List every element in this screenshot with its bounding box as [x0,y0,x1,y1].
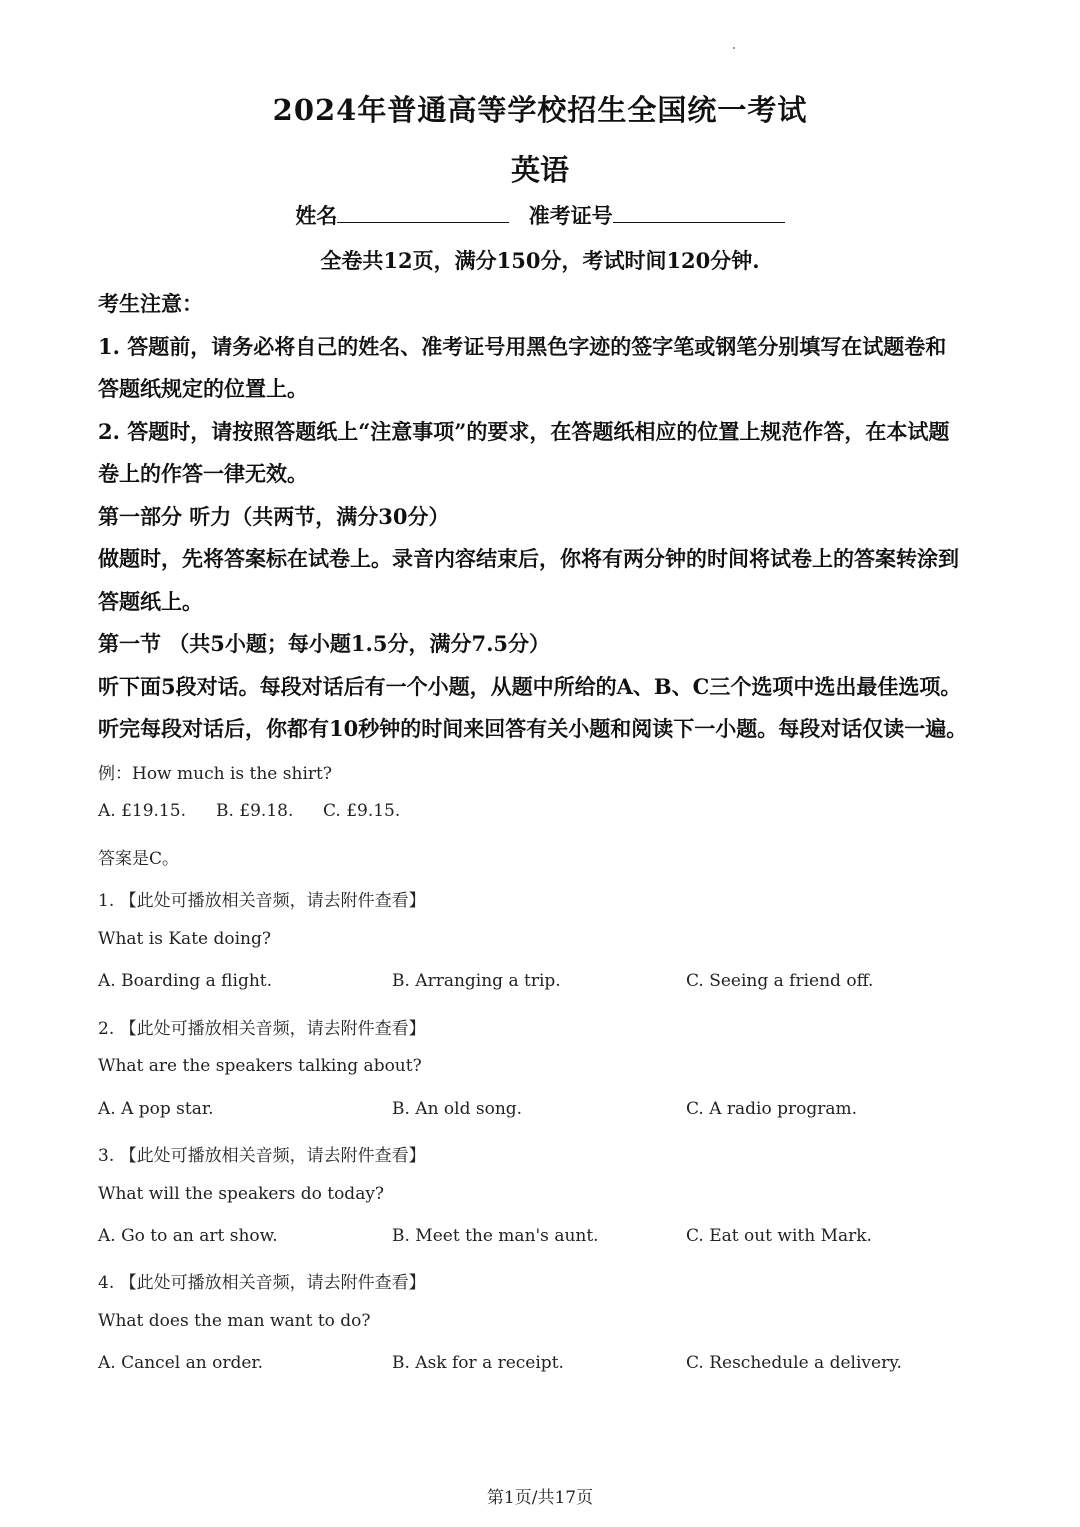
question-2-option-a: A. A pop star. [98,1099,214,1119]
id-blank [613,202,785,223]
section1-instruction-2: 听完每段对话后，你都有10秒钟的时间来回答有关小题和阅读下一小题。每段对话仅读一遍。 [98,716,968,741]
question-3-option-b: B. Meet the man's aunt. [392,1226,599,1246]
exam-title: 2024年普通高等学校招生全国统一考试 [272,93,808,127]
id-label: 准考证号 [528,203,613,228]
name-label: 姓名 [295,203,338,228]
notice-item-1a: 1. 答题前，请务必将自己的姓名、准考证号用黑色字迹的签字笔或钢笔分别填写在试题卷和 [98,334,947,359]
example-question: 例：How much is the shirt? [98,764,332,784]
part1-heading: 第一部分 听力（共两节，满分30分） [98,504,450,529]
question-3-number: 3. 【此处可播放相关音频，请去附件查看】 [98,1146,426,1166]
question-2-text: What are the speakers talking about? [98,1056,422,1076]
question-1-option-a: A. Boarding a flight. [98,971,273,991]
question-4-option-b: B. Ask for a receipt. [392,1353,564,1373]
question-2-option-c: C. A radio program. [686,1099,858,1119]
question-3-option-a: A. Go to an art show. [98,1226,278,1246]
question-1-text: What is Kate doing? [98,929,271,949]
notice-item-2a: 2. 答题时，请按照答题纸上“注意事项”的要求，在答题纸相应的位置上规范作答，在本试题 [98,419,950,444]
part1-instruction-2: 答题纸上。 [98,589,203,614]
exam-info: 全卷共12页，满分150分，考试时间120分钟. [320,248,760,273]
notice-heading: 考生注意： [98,291,203,316]
question-2-number: 2. 【此处可播放相关音频，请去附件查看】 [98,1019,426,1039]
question-4-text: What does the man want to do? [98,1311,371,1331]
question-3-option-c: C. Eat out with Mark. [686,1226,872,1246]
example-option-a: A. £19.15. [98,801,186,821]
question-3-text: What will the speakers do today? [98,1184,385,1204]
example-answer: 答案是C。 [98,849,180,869]
part1-instruction-1: 做题时，先将答案标在试卷上。录音内容结束后，你将有两分钟的时间将试卷上的答案转涂到 [98,546,959,571]
section1-heading: 第一节 （共5小题；每小题1.5分，满分7.5分） [98,631,550,656]
example-option-b: B. £9.18. [216,801,294,821]
section1-instruction-1: 听下面5段对话。每段对话后有一个小题，从题中所给的A、B、C三个选项中选出最佳选项。 [98,674,962,699]
notice-item-2b: 卷上的作答一律无效。 [98,461,308,486]
question-4-number: 4. 【此处可播放相关音频，请去附件查看】 [98,1273,426,1293]
question-4-option-c: C. Reschedule a delivery. [686,1353,902,1373]
question-1-option-c: C. Seeing a friend off. [686,971,874,991]
question-1-option-b: B. Arranging a trip. [392,971,561,991]
notice-item-1b: 答题纸规定的位置上。 [98,376,308,401]
subject-title: 英语 [510,153,569,187]
name-blank [337,202,509,223]
scan-dot [733,47,735,49]
example-option-c: C. £9.15. [323,801,401,821]
question-2-option-b: B. An old song. [392,1099,523,1119]
candidate-info-line [0,200,1080,230]
question-1-number: 1. 【此处可播放相关音频，请去附件查看】 [98,891,426,911]
page-number: 第1页/共17页 [486,1488,594,1508]
question-4-option-a: A. Cancel an order. [98,1353,264,1373]
